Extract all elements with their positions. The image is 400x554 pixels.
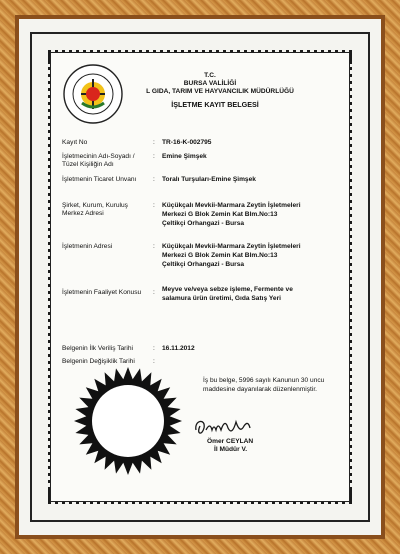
law-statement-2: maddesine dayanılarak düzenlenmiştir. <box>203 386 317 393</box>
verilis-label: Belgenin İlk Veriliş Tarihi <box>62 345 133 352</box>
adi-label-1: İşletmecinin Adı-Soyadı / <box>62 153 135 160</box>
faaliyet-label: İşletmenin Faaliyet Konusu <box>62 289 142 296</box>
adres-value-3: Çeltikçi Orhangazi - Bursa <box>162 261 245 268</box>
header-line-valilik: BURSA VALİLİĞİ <box>183 80 237 87</box>
adres-value-2: Merkezi G Blok Zemin Kat Blm.No:13 <box>162 252 278 259</box>
unvan-value: Toralı Turşuları-Emine Şimşek <box>162 176 256 183</box>
law-statement-1: İş bu belge, 5996 sayılı Kanunun 30 uncu <box>203 377 325 384</box>
merkez-value-2: Merkezi G Blok Zemin Kat Blm.No:13 <box>162 211 278 218</box>
kayit-no-label: Kayıt No <box>62 139 88 146</box>
colon: : <box>153 358 155 365</box>
colon: : <box>153 176 155 183</box>
merkez-value-1: Küçükçalı Mevkii-Marmara Zeytin İşletmeleri <box>162 202 301 209</box>
adi-label-2: Tüzel Kişiliğin Adı <box>62 161 114 168</box>
colon: : <box>153 139 155 146</box>
merkez-label-2: Merkez Adresi <box>62 210 104 217</box>
colon: : <box>153 202 155 209</box>
signer-title: İl Müdür V. <box>214 446 248 453</box>
header-line-tc: T.C. <box>204 72 216 79</box>
faaliyet-value-2: salamura ürün üretimi, Gıda Satış Yeri <box>162 295 281 302</box>
colon: : <box>153 153 155 160</box>
colon: : <box>153 289 155 296</box>
merkez-label-1: Şirket, Kurum, Kuruluş <box>62 202 128 209</box>
colon: : <box>153 345 155 352</box>
handwritten-signature <box>192 412 254 440</box>
verilis-value: 16.11.2012 <box>162 345 195 352</box>
faaliyet-value-1: Meyve ve/veya sebze işleme, Fermente ve <box>162 286 293 293</box>
adres-value-1: Küçükçalı Mevkii-Marmara Zeytin İşletmeleri <box>162 243 301 250</box>
ministry-seal-icon <box>62 63 124 125</box>
signer-name: Ömer CEYLAN <box>207 438 254 445</box>
stamp-starburst-icon <box>73 366 183 476</box>
unvan-label: İşletmenin Ticaret Unvanı <box>62 176 137 183</box>
kayit-no-value: TR-16-K-002795 <box>162 139 212 146</box>
adres-label: İşletmenin Adresi <box>62 243 113 250</box>
header-line-mudurluk: L GIDA, TARIM VE HAYVANCILIK MÜDÜRLÜĞÜ <box>146 88 294 95</box>
degisiklik-label: Belgenin Değişiklik Tarihi <box>62 358 135 365</box>
colon: : <box>153 243 155 250</box>
merkez-value-3: Çeltikçi Orhangazi - Bursa <box>162 220 245 227</box>
adi-value: Emine Şimşek <box>162 153 207 160</box>
page-title: İŞLETME KAYIT BELGESİ <box>171 100 259 109</box>
